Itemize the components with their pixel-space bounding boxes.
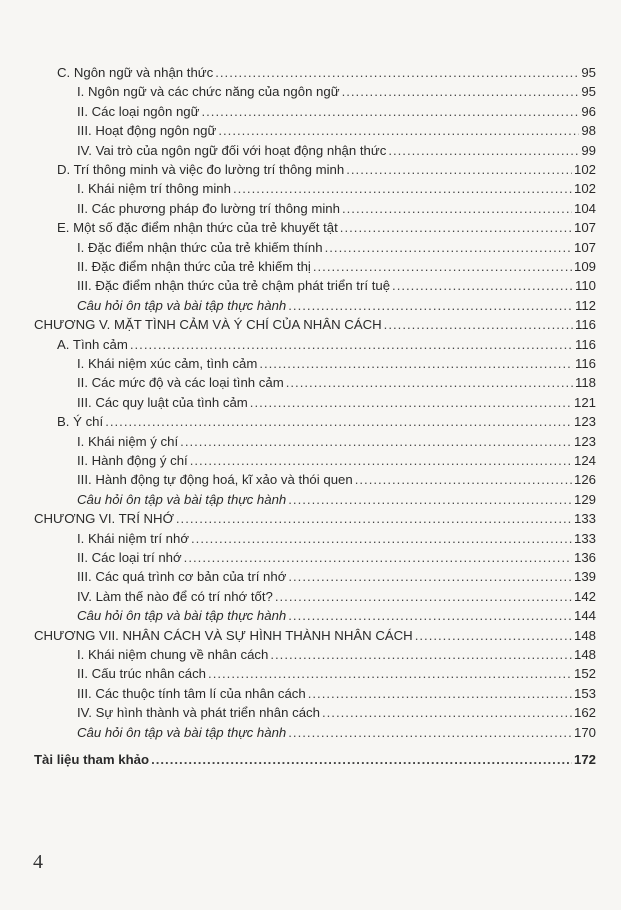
toc-leader-dots: [184, 550, 572, 566]
toc-entry-page: 124: [573, 453, 596, 468]
toc-leader-dots: [270, 647, 572, 663]
toc-entry-page: 133: [573, 511, 596, 527]
toc-entry: [77, 375, 596, 391]
toc-leader-dots: [201, 104, 579, 120]
toc-leader-dots: [388, 143, 579, 159]
toc-entry: [77, 104, 596, 120]
toc-entry-page: 116: [574, 356, 596, 371]
toc-entry-label: II. Các phương pháp đo lường trí thông minh: [77, 200, 340, 216]
toc-entry: [77, 143, 596, 159]
toc-entry: [77, 725, 596, 741]
toc-leader-dots: [151, 752, 572, 768]
toc-leader-dots: [215, 65, 579, 81]
toc-entry-label: IV. Làm thế nào để có trí nhớ tốt?: [77, 588, 273, 604]
toc-leader-dots: [180, 434, 572, 450]
toc-entry-page: 162: [573, 705, 596, 721]
toc-entry-label: CHƯƠNG VII. NHÂN CÁCH VÀ SỰ HÌNH THÀNH NHÂN CÁCH: [34, 627, 413, 643]
toc-entry-page: 126: [573, 472, 596, 488]
toc-entry-page: 153: [573, 685, 596, 701]
page-number: 4: [33, 851, 43, 873]
toc-entry-label: II. Cấu trúc nhân cách: [77, 666, 207, 682]
toc-entry-label: Câu hỏi ôn tập và bài tập thực hành: [77, 724, 287, 740]
toc-leader-dots: [259, 356, 573, 372]
toc-entry-label: I. Khái niệm trí nhớ: [77, 530, 189, 546]
toc-leader-dots: [286, 375, 573, 391]
toc-entry-label: I. Khái niệm trí thông minh: [77, 181, 231, 197]
toc-entry-page: 123: [573, 433, 596, 449]
toc-entry: [57, 337, 596, 353]
toc-leader-dots: [384, 317, 573, 333]
toc-leader-dots: [288, 725, 572, 741]
toc-entry: [57, 162, 596, 178]
toc-entry-page: 112: [574, 297, 596, 313]
toc-entry-page: 102: [573, 162, 596, 177]
toc-entry-page: 98: [581, 123, 596, 139]
toc-leader-dots: [275, 589, 572, 605]
toc-leader-dots: [250, 395, 572, 411]
toc-entry-label: Tài liệu tham khảo: [34, 752, 150, 767]
toc-entry-page: 123: [573, 414, 596, 430]
toc-entry-label: CHƯƠNG V. MẶT TÌNH CẢM VÀ Ý CHÍ CỦA NHÂN CÁCH: [34, 317, 382, 333]
toc-entry-label: A. Tình cảm: [57, 336, 128, 352]
toc-entry-page: 104: [573, 200, 596, 216]
toc-entry-label: III. Các thuộc tính tâm lí của nhân cách: [77, 685, 306, 701]
toc-leader-dots: [130, 337, 573, 353]
toc-entry-page: 121: [573, 394, 596, 410]
toc-entry-page: 142: [573, 588, 596, 604]
toc-entry: [77, 550, 596, 566]
toc-entry-page: 110: [574, 278, 596, 294]
toc-entry-page: 99: [581, 142, 596, 158]
toc-entry-page: 144: [573, 608, 596, 624]
toc-entry: [77, 647, 596, 663]
toc-entry-page: 107: [573, 220, 596, 236]
toc-entry-label: III. Các quy luật của tình cảm: [77, 394, 248, 410]
toc-entry: [77, 259, 596, 275]
toc-leader-dots: [288, 569, 572, 585]
toc-entry: [77, 569, 596, 585]
toc-entry-label: II. Các mức độ và các loại tình cảm: [77, 375, 284, 391]
toc-entry: [77, 705, 596, 721]
toc-entry: [77, 123, 596, 139]
toc-entry: [77, 298, 596, 314]
toc-entry: [77, 686, 596, 702]
toc-entry-page: 118: [574, 375, 596, 391]
toc-entry: [77, 395, 596, 411]
toc-entry-label: III. Các quá trình cơ bản của trí nhớ: [77, 569, 287, 585]
toc-leader-dots: [308, 686, 572, 702]
toc-leader-dots: [191, 531, 572, 547]
toc-entry: [77, 181, 596, 197]
toc-leader-dots: [208, 666, 572, 682]
toc-entry: [77, 201, 596, 217]
toc-entry-page: 170: [573, 724, 596, 740]
toc-entry-label: I. Khái niệm ý chí: [77, 433, 179, 449]
toc-entry-label: II. Hành động ý chí: [77, 453, 188, 468]
toc-entry-label: E. Một số đặc điểm nhận thức của trẻ khuyết tật: [57, 220, 338, 236]
toc-entry: [77, 434, 596, 450]
toc-entry-label: I. Khái niệm chung về nhân cách: [77, 647, 269, 662]
toc-entry: [77, 472, 596, 488]
toc-entry: [77, 589, 596, 605]
toc-entry-page: 148: [573, 647, 596, 662]
toc-entry-label: IV. Vai trò của ngôn ngữ đối với hoạt động nhận thức: [77, 142, 387, 158]
toc-entry: [77, 356, 596, 372]
toc-entry-page: 172: [573, 752, 596, 767]
toc-entry: [77, 666, 596, 682]
toc-entry: [77, 608, 596, 624]
toc-entry-page: 139: [573, 569, 596, 585]
toc-entry-label: D. Trí thông minh và việc đo lường trí thông minh: [57, 162, 345, 177]
toc-entry: [77, 453, 596, 469]
toc-entry-page: 96: [581, 103, 596, 119]
toc-entry: [34, 317, 596, 333]
toc-entry-label: Câu hỏi ôn tập và bài tập thực hành: [77, 297, 287, 313]
toc-entry-page: 109: [573, 259, 596, 274]
toc-leader-dots: [190, 453, 572, 469]
toc-leader-dots: [288, 298, 573, 314]
toc-entry-page: 133: [573, 530, 596, 546]
toc-entry-label: III. Hành động tự động hoá, kĩ xảo và thói quen: [77, 472, 353, 488]
toc-entry: [57, 65, 596, 81]
toc-leader-dots: [415, 628, 572, 644]
toc-entry: [77, 531, 596, 547]
toc-leader-dots: [233, 181, 572, 197]
toc-entry: [77, 492, 596, 508]
toc-leader-dots: [313, 259, 572, 275]
toc-entry-label: III. Hoạt động ngôn ngữ: [77, 123, 217, 139]
toc-leader-dots: [288, 492, 572, 508]
toc-entry-page: 148: [573, 627, 596, 643]
toc-entry-page: 136: [573, 550, 596, 565]
toc-entry-page: 107: [573, 239, 596, 255]
toc-leader-dots: [322, 705, 572, 721]
toc-entry-label: B. Ý chí: [57, 414, 104, 430]
toc-leader-dots: [218, 123, 579, 139]
toc-entry: [34, 752, 596, 768]
toc-entry-page: 116: [574, 317, 596, 333]
toc-entry-label: II. Đặc điểm nhận thức của trẻ khiếm thị: [77, 259, 311, 274]
toc-entry: [57, 220, 596, 236]
toc-leader-dots: [176, 511, 572, 527]
toc-entry: [77, 278, 596, 294]
toc-entry-page: 95: [581, 65, 596, 80]
toc-leader-dots: [340, 220, 572, 236]
toc-leader-dots: [346, 162, 572, 178]
toc-leader-dots: [325, 240, 572, 256]
toc-entry-label: Câu hỏi ôn tập và bài tập thực hành: [77, 491, 287, 507]
toc-entry-page: 102: [573, 181, 596, 197]
toc-leader-dots: [392, 278, 573, 294]
toc-entry-label: II. Các loại trí nhớ: [77, 550, 182, 565]
toc-entry: [57, 414, 596, 430]
toc-leader-dots: [355, 472, 572, 488]
toc-leader-dots: [288, 608, 572, 624]
toc-entry-label: CHƯƠNG VI. TRÍ NHỚ: [34, 511, 174, 527]
toc-leader-dots: [105, 414, 572, 430]
toc-entry-label: Câu hỏi ôn tập và bài tập thực hành: [77, 608, 287, 624]
toc-entry-label: I. Ngôn ngữ và các chức năng của ngôn ngữ: [77, 84, 340, 100]
toc-entry-page: 95: [581, 84, 596, 100]
toc-entry-label: II. Các loại ngôn ngữ: [77, 103, 200, 119]
toc-entry: [77, 240, 596, 256]
toc-entry-label: IV. Sự hình thành và phát triển nhân cách: [77, 705, 320, 721]
toc-entry-page: 116: [574, 336, 596, 352]
toc-leader-dots: [342, 84, 580, 100]
toc-entry-label: C. Ngôn ngữ và nhận thức: [57, 65, 214, 80]
toc-entry-label: I. Đặc điểm nhận thức của trẻ khiếm thính: [77, 239, 323, 255]
toc-entry-page: 129: [573, 491, 596, 507]
toc-entry: [34, 511, 596, 527]
toc-entry: [77, 84, 596, 100]
toc-entry-label: III. Đặc điểm nhận thức của trẻ chậm phát triển trí tuệ: [77, 278, 391, 294]
toc-entry: [34, 628, 596, 644]
toc-entry-page: 152: [573, 666, 596, 682]
toc-leader-dots: [342, 201, 572, 217]
toc-entry-label: I. Khái niệm xúc cảm, tình cảm: [77, 356, 258, 371]
